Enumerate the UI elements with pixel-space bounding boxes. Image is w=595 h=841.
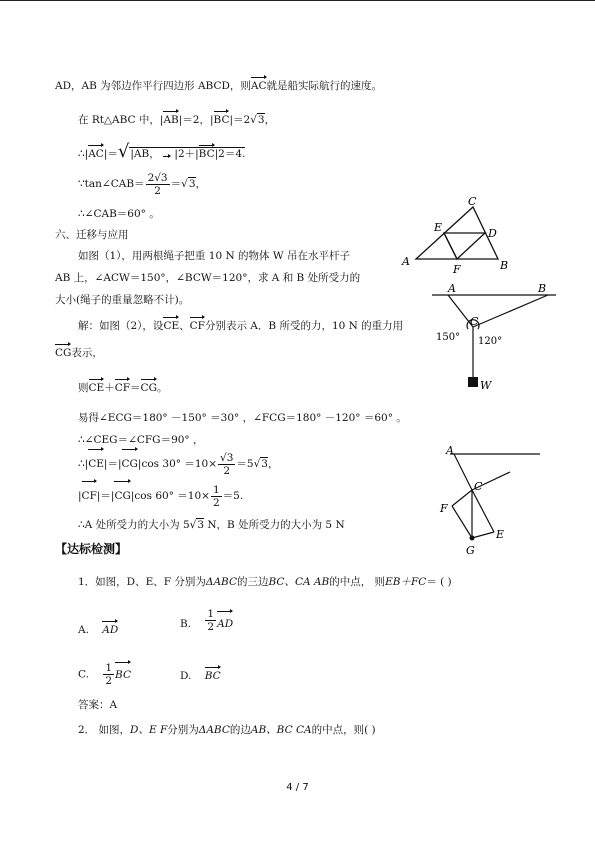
question-1: 1．如图，D、E、F 分别为ΔABC的三边BC、CA AB的中点， 则EB＋FC＝ ( ) [78, 576, 452, 588]
label-d: D [488, 227, 497, 240]
fig2-label-e: E [496, 528, 505, 541]
solution-line-2: CG表示， [55, 347, 103, 359]
header-rule [0, 0, 595, 1]
section-heading: 六、迁移与应用 [55, 229, 129, 241]
test-heading: 【达标检测】 [55, 542, 128, 556]
problem-line-2: AB 上，∠ACW＝150°，∠BCW＝120°，求 A 和 B 处所受力的 [55, 272, 361, 284]
fig2-label-c: C [474, 480, 483, 493]
label-b: B [500, 259, 509, 272]
intro-line-2: 在 Rt△ABC 中，|AB|＝2，|BC|＝2√3， [78, 114, 276, 126]
answer-line: 答案：A [78, 699, 118, 711]
label-a: A [402, 255, 410, 268]
cf-magnitude-line: |CF|＝|CG|cos 60° ＝10× $\frac{1}{2}$ ＝5. [78, 483, 244, 509]
intro-line-1: AD，AB 为邻边作平行四边形 ABCD，则AC就是船实际航行的速度。 [55, 80, 383, 92]
weight-w [468, 377, 478, 387]
figure-2 [440, 442, 550, 562]
problem-line-1: 如图（1），用两根绳子把重 10 N 的物体 W 吊在水平杆子 [78, 250, 350, 262]
label-c: C [468, 195, 477, 208]
option-c[interactable]: C. $\frac{1}{2}$ BC [78, 662, 131, 687]
conclusion-line: ∴A 处所受力的大小为 5√3 N，B 处所受力的大小为 5 N [78, 519, 345, 531]
option-a[interactable]: A. AD [78, 624, 119, 636]
vector-ac: AC [250, 80, 267, 92]
fig2-label-f: F [440, 502, 448, 515]
fig1-angle-120: 120° [478, 336, 503, 347]
option-d[interactable]: D. BC [180, 670, 221, 682]
label-f: F [453, 263, 461, 276]
figure-1 [430, 282, 560, 395]
intro-line-4: ∵tan∠CAB＝ $\frac{2√3}{2}$ ＝√3， [78, 171, 207, 197]
intro-line-5: ∴∠CAB＝60° 。 [78, 208, 160, 220]
vector-equation: 则CE＋CF＝CG。 [78, 382, 168, 394]
right-angle-line: ∴∠CEG＝∠CFG＝90° ， [78, 434, 204, 446]
fig2-label-a: A [446, 444, 454, 457]
solution-line-1: 解：如图（2），设CE、CF分别表示 A．B 所受的力，10 N 的重力用 [78, 320, 404, 332]
question-2: 2． 如图，D、E F分别为ΔABC的边AB、BC CA的中点，则( ) [78, 724, 376, 736]
ce-magnitude-line: ∴|CE|＝|CG|cos 30° ＝10× $\frac{√3}{2}$ ＝5√3， [78, 451, 279, 477]
angle-line: 易得∠ECG＝180° －150° ＝30° ，∠FCG＝180° －120° ＝60° 。 [78, 412, 407, 424]
fig1-label-w: W [480, 379, 492, 392]
option-b[interactable]: B. $\frac{1}{2}$ AD [180, 612, 233, 636]
triangle-figure [398, 197, 518, 287]
problem-line-3: 大小(绳子的重量忽略不计)。 [55, 294, 190, 306]
fig1-label-c: C [470, 315, 479, 328]
fig1-angle-150: 150° [436, 332, 461, 343]
fig1-label-b: B [538, 282, 547, 295]
fig1-label-a: A [448, 282, 456, 295]
fig2-label-g: G [466, 544, 475, 557]
intro-line-3: ∴|AC|＝√|AB， |2＋|BC|2＝4. [78, 141, 246, 162]
page-number: 4 / 7 [286, 782, 309, 793]
label-e: E [434, 221, 443, 234]
